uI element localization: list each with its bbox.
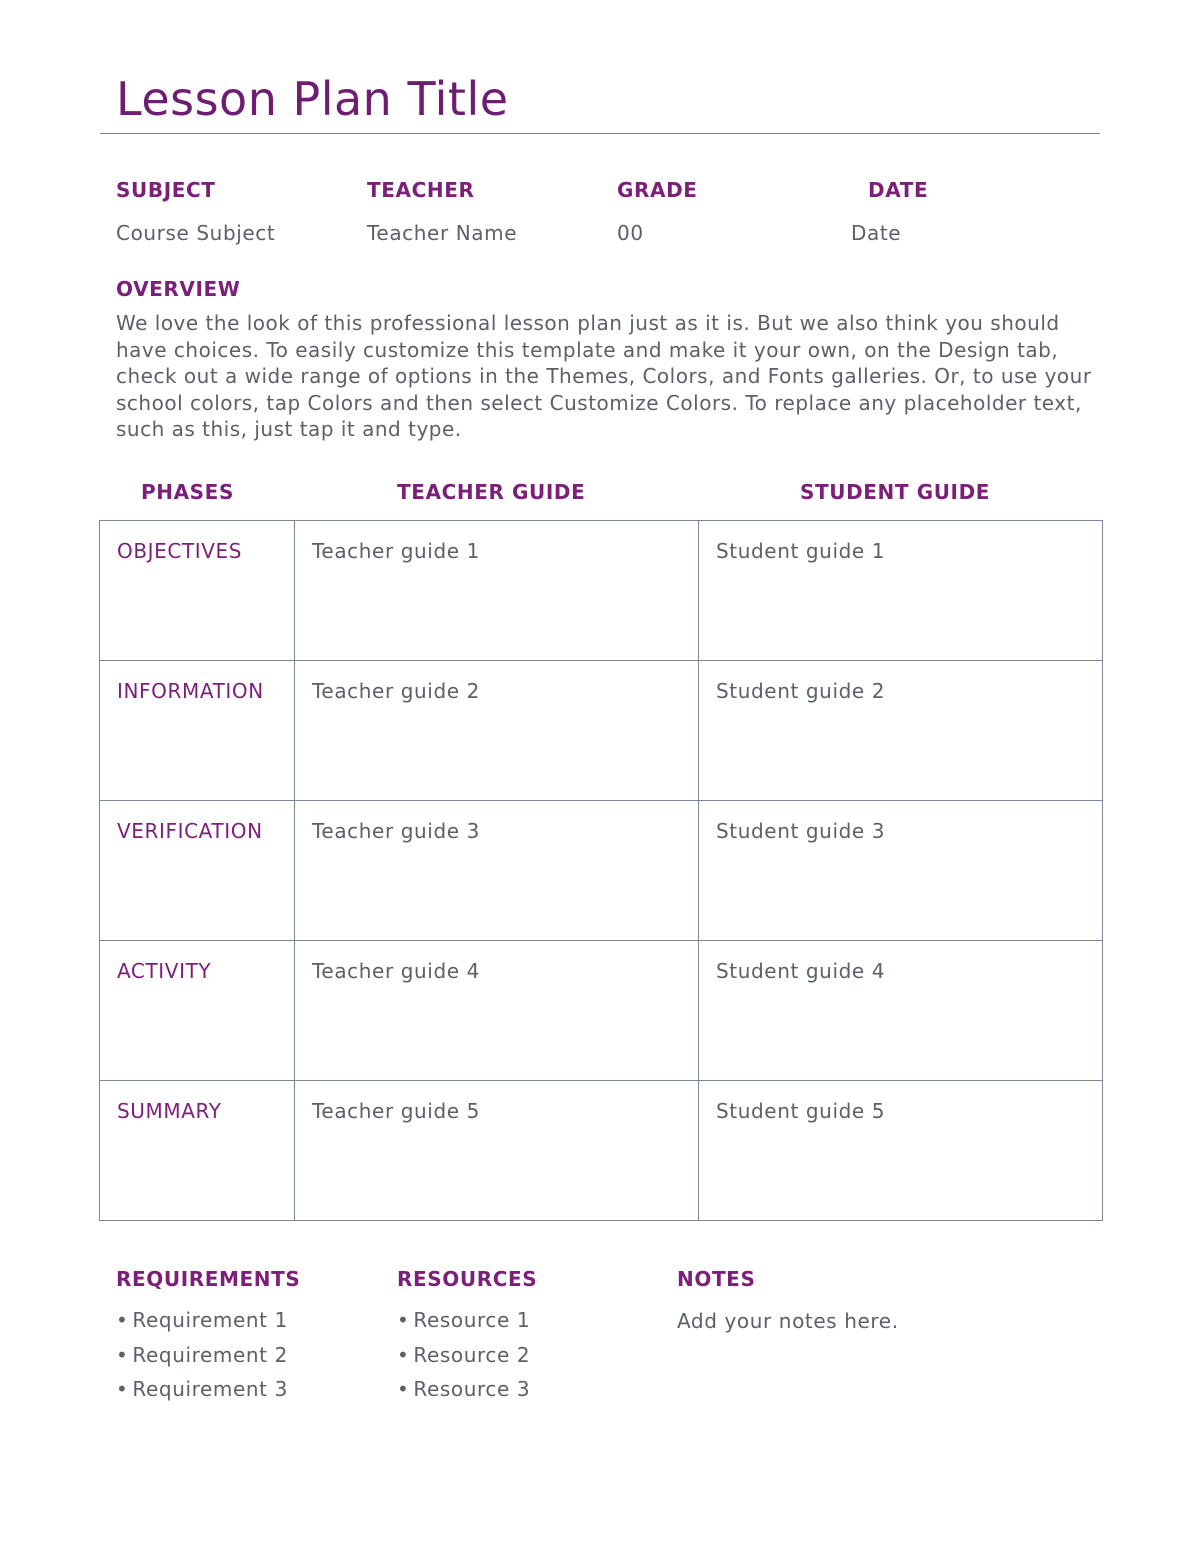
list-item[interactable]: • Requirement 1 <box>116 1309 288 1344</box>
phase-cell[interactable]: SUMMARY <box>100 1081 295 1221</box>
list-item[interactable]: • Requirement 2 <box>116 1344 288 1379</box>
table-row <box>100 941 1103 1081</box>
resources-list <box>397 1309 530 1413</box>
table-row <box>100 1081 1103 1221</box>
teacher-label: TEACHER <box>367 178 475 202</box>
notes-text[interactable]: Add your notes here. <box>677 1309 899 1333</box>
teacher-guide-header: TEACHER GUIDE <box>397 480 586 504</box>
page-title[interactable]: Lesson Plan Title <box>116 72 509 126</box>
phase-cell[interactable]: ACTIVITY <box>100 941 295 1081</box>
notes-label: NOTES <box>677 1267 756 1291</box>
teacher-guide-cell[interactable]: Teacher guide 4 <box>295 941 699 1081</box>
grade-label: GRADE <box>617 178 698 202</box>
table-row <box>100 661 1103 801</box>
list-item[interactable]: • Requirement 3 <box>116 1378 288 1413</box>
table-row <box>100 801 1103 941</box>
phase-cell[interactable]: INFORMATION <box>100 661 295 801</box>
subject-value[interactable]: Course Subject <box>116 221 276 245</box>
list-item[interactable]: • Resource 3 <box>397 1378 530 1413</box>
student-guide-cell[interactable]: Student guide 5 <box>699 1081 1103 1221</box>
requirements-list <box>116 1309 288 1413</box>
phases-header: PHASES <box>141 480 234 504</box>
student-guide-cell[interactable]: Student guide 3 <box>699 801 1103 941</box>
table-row <box>100 521 1103 661</box>
resources-label: RESOURCES <box>397 1267 538 1291</box>
teacher-guide-cell[interactable]: Teacher guide 2 <box>295 661 699 801</box>
date-value[interactable]: Date <box>851 221 902 245</box>
phase-cell[interactable]: VERIFICATION <box>100 801 295 941</box>
student-guide-cell[interactable]: Student guide 4 <box>699 941 1103 1081</box>
list-item[interactable]: • Resource 2 <box>397 1344 530 1379</box>
student-guide-cell[interactable]: Student guide 1 <box>699 521 1103 661</box>
title-divider <box>100 133 1100 134</box>
requirements-label: REQUIREMENTS <box>116 1267 301 1291</box>
list-item[interactable]: • Resource 1 <box>397 1309 530 1344</box>
student-guide-header: STUDENT GUIDE <box>800 480 991 504</box>
teacher-guide-cell[interactable]: Teacher guide 3 <box>295 801 699 941</box>
overview-label: OVERVIEW <box>116 277 241 301</box>
teacher-guide-cell[interactable]: Teacher guide 1 <box>295 521 699 661</box>
teacher-value[interactable]: Teacher Name <box>367 221 518 245</box>
phases-table <box>99 520 1103 1221</box>
date-label: DATE <box>868 178 929 202</box>
teacher-guide-cell[interactable]: Teacher guide 5 <box>295 1081 699 1221</box>
student-guide-cell[interactable]: Student guide 2 <box>699 661 1103 801</box>
overview-text[interactable]: We love the look of this professional lesson plan just as it is. But we also think you should have choices. To easily customize this template and make it your own, on the Design tab, check out a wide range of options in the Themes, Colors, and Fonts galleries. Or, to use your school colors, tap Colors and then select Customize Colors. To replace any placeholder text, such as this, just tap it and type. <box>116 311 1092 441</box>
phase-cell[interactable]: OBJECTIVES <box>100 521 295 661</box>
subject-label: SUBJECT <box>116 178 216 202</box>
grade-value[interactable]: 00 <box>617 221 644 245</box>
